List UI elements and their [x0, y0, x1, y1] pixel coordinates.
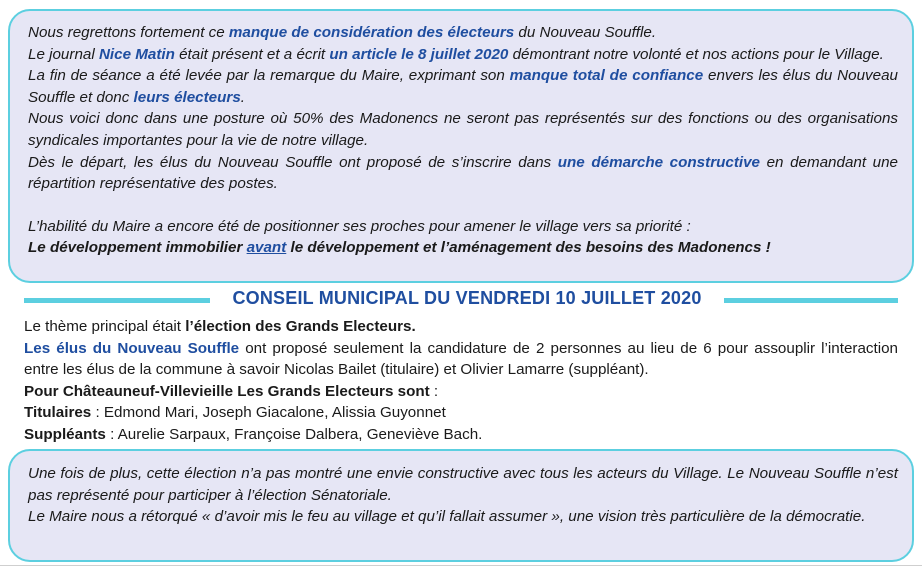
text: le développement et l’aménagement des besoins des Madonencs ! — [286, 239, 771, 257]
text: démontrant notre volonté et nos actions pour le Village. — [508, 45, 884, 63]
text: Le développement immobilier — [28, 239, 247, 257]
text: Le journal — [28, 45, 99, 63]
paragraph-habilite: L’habilité du Maire a encore été de positionner ses proches pour amener le village vers sa priorité : — [28, 217, 691, 235]
section-title: CONSEIL MUNICIPAL DU VENDREDI 10 JUILLET 2020 — [232, 288, 702, 308]
text: . — [240, 88, 245, 106]
text: ont proposé seulement la candidature de 2 personnes au lieu de 6 pour assouplir l’interaction entre les élus de la commune à savoir Nicolas Bailet (titulaire) et Olivier Lamarre (suppléant). — [24, 339, 898, 379]
divider-right — [724, 298, 898, 303]
paragraph-electors-heading — [24, 381, 898, 403]
paragraph-election: Une fois de plus, cette élection n’a pas montré une envie constructive avec tous les acteurs du Village. Le Nouveau Souffle n’est pas représenté pour participer à l’élection Sénatoriale. — [28, 465, 898, 504]
highlight-text: une démarche constructive — [557, 153, 760, 171]
bold-text: Titulaires — [24, 404, 92, 422]
paragraph-depart — [28, 152, 898, 195]
paragraph-theme — [24, 316, 898, 338]
text: : Edmond Mari, Joseph Giacalone, Alissia Guyonnet — [91, 404, 446, 422]
paragraph-maire: Le Maire nous a rétorqué « d’avoir mis le feu au village et qu’il fallait assumer », une vision très particulière de la démocratie. — [28, 508, 866, 526]
paragraph-posture: Nous voici donc dans une posture où 50% des Madonencs ne seront pas représentés sur des fonctions ou des organisations syndicales importantes pour la vie de notre village. — [28, 110, 898, 149]
text: : Aurelie Sarpaux, Françoise Dalbera, Geneviève Bach. — [105, 425, 483, 443]
paragraph-seance — [28, 65, 898, 108]
section-header — [24, 288, 898, 314]
bold-text: l’élection des Grands Electeurs. — [185, 318, 416, 335]
text: était présent et a écrit — [174, 45, 330, 63]
text: Dès le départ, les élus du Nouveau Souffle ont proposé de s’inscrire dans — [28, 153, 558, 171]
divider-left — [24, 298, 210, 303]
text: Le thème principal était — [24, 318, 186, 335]
text: La fin de séance a été levée par la remarque du Maire, exprimant son — [28, 67, 510, 85]
highlight-text: manque de considération des électeurs — [228, 24, 515, 41]
text: du Nouveau Souffle. — [514, 24, 657, 41]
paragraph-regret — [28, 22, 898, 44]
text: Nous regrettons fortement ce — [28, 24, 229, 41]
paragraph-suppleants — [24, 424, 898, 446]
highlight-text: manque total de confiance — [509, 67, 704, 85]
highlight-text: un article le 8 juillet 2020 — [329, 45, 509, 63]
highlight-text: Nice Matin — [98, 45, 175, 63]
paragraph-nice-matin — [28, 44, 898, 66]
paragraph-priority — [28, 237, 898, 259]
highlight-text: Les élus du Nouveau Souffle — [24, 339, 240, 357]
bold-text: Suppléants — [24, 425, 106, 443]
bottom-divider — [0, 565, 922, 566]
highlight-text: leurs électeurs — [133, 88, 241, 106]
bold-text: Pour Châteauneuf-Villevieille Les Grands Electeurs sont — [24, 382, 430, 400]
underlined-text: avant — [246, 239, 287, 257]
paragraph-titulaires — [24, 402, 898, 424]
council-report — [24, 316, 898, 446]
text: : — [429, 382, 439, 400]
conclusion-box — [8, 449, 914, 562]
text: en demandant une répartition représentative des postes. — [28, 153, 898, 193]
paragraph-candidates — [24, 338, 898, 381]
text: envers les élus du Nouveau Souffle et donc — [28, 67, 898, 106]
statement-box — [8, 9, 914, 283]
